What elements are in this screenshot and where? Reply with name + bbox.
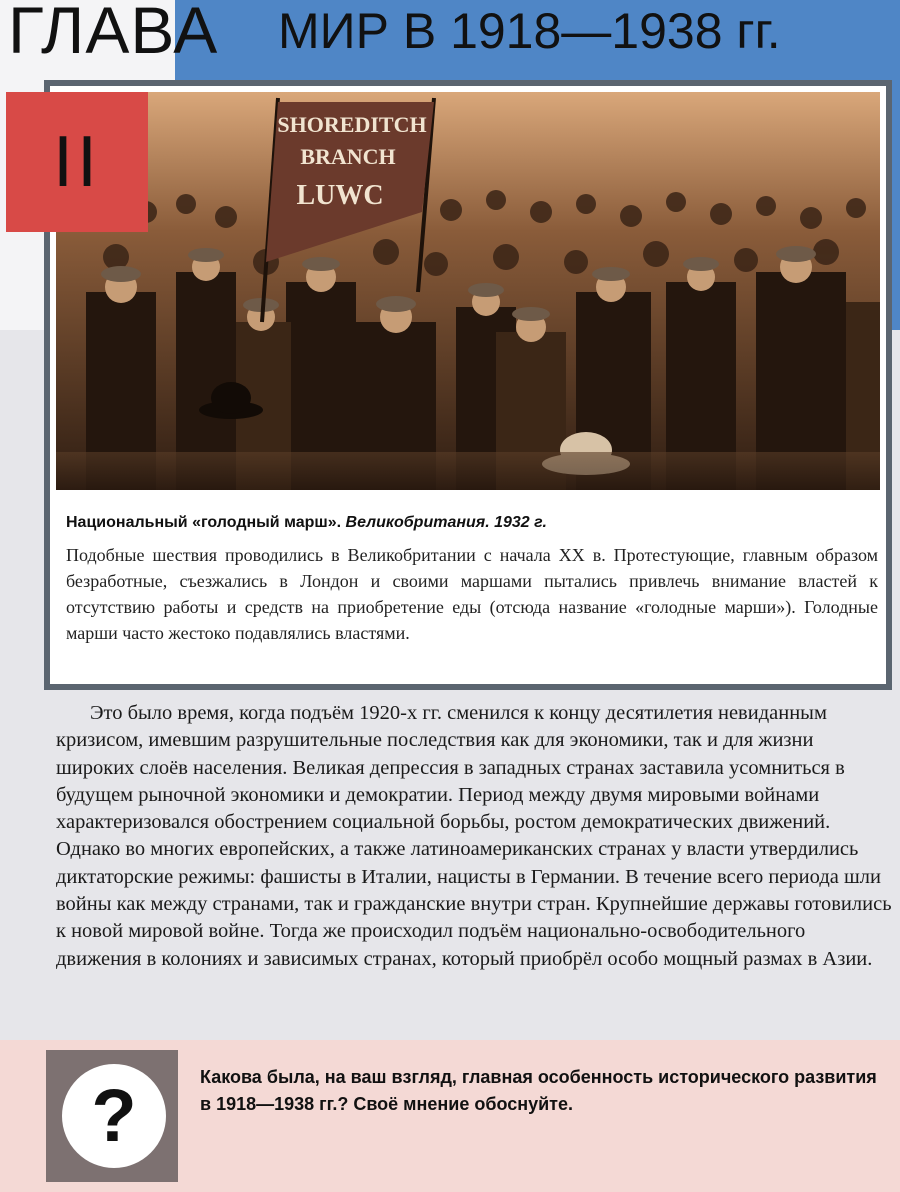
- chapter-number: II: [52, 122, 101, 202]
- banner-line-1: SHOREDITCH: [277, 112, 427, 137]
- caption-title-text: Национальный «голодный марш».: [66, 514, 342, 531]
- photo-card: [50, 86, 886, 684]
- photo-frame: [44, 80, 892, 690]
- question-text: Какова была, на ваш взгляд, главная особенность исторического развития в 1918—1938 гг.? Своё мнение обоснуйте.: [200, 1067, 877, 1114]
- banner-line-3: LUWC: [296, 180, 384, 211]
- photo-caption-text: Подобные шествия проводились в Великобритании с начала XX в. Протестующие, главным образом безработные, съезжались в Лондон и своими маршами пытались привлечь внимание властей к отсутствию работы и средств на приобретение еды (отсюда название «голодные марши»). Голодные марши часто жестоко подавлялись властями.: [66, 545, 878, 643]
- chapter-title: МИР В 1918—1938 гг.: [278, 3, 781, 59]
- caption-place: Великобритания. 1932 г.: [345, 514, 547, 531]
- banner-line-2: BRANCH: [300, 144, 396, 169]
- chapter-word: ГЛАВА: [8, 0, 219, 67]
- chapter-number-box: [6, 92, 148, 232]
- main-paragraph-text: Это было время, когда подъём 1920-х гг. сменился к концу десятилетия невиданным кризисом, имевшим разрушительные последствия как для экономики, так и для жизни широких слоёв населения. Великая депрессия в западных странах заставила усомниться в будущем рыночной экономики и демократии. Период между двумя мировыми войнами характеризовался обострением социальной борьбы, ростом демократических движений. Однако во многих европейских, а также латиноамериканских странах у власти утвердились диктаторские режимы: фашисты в Италии, нацисты в Германии. В течение всего периода шли войны как между странами, так и гражданские внутри стран. Крупнейшие державы готовились к новой мировой войне. Тогда же происходил подъём национально-освободительного движения в колониях и зависимых странах, который приобрёл особо мощный размах в Азии.: [56, 702, 892, 970]
- hunger-march-photo: [56, 92, 880, 490]
- question-mark-icon: ?: [91, 1074, 137, 1157]
- main-paragraph: [56, 700, 892, 973]
- question-icon-box: [46, 1050, 178, 1182]
- photo-caption-title: [66, 514, 876, 532]
- question-circle: [62, 1064, 166, 1168]
